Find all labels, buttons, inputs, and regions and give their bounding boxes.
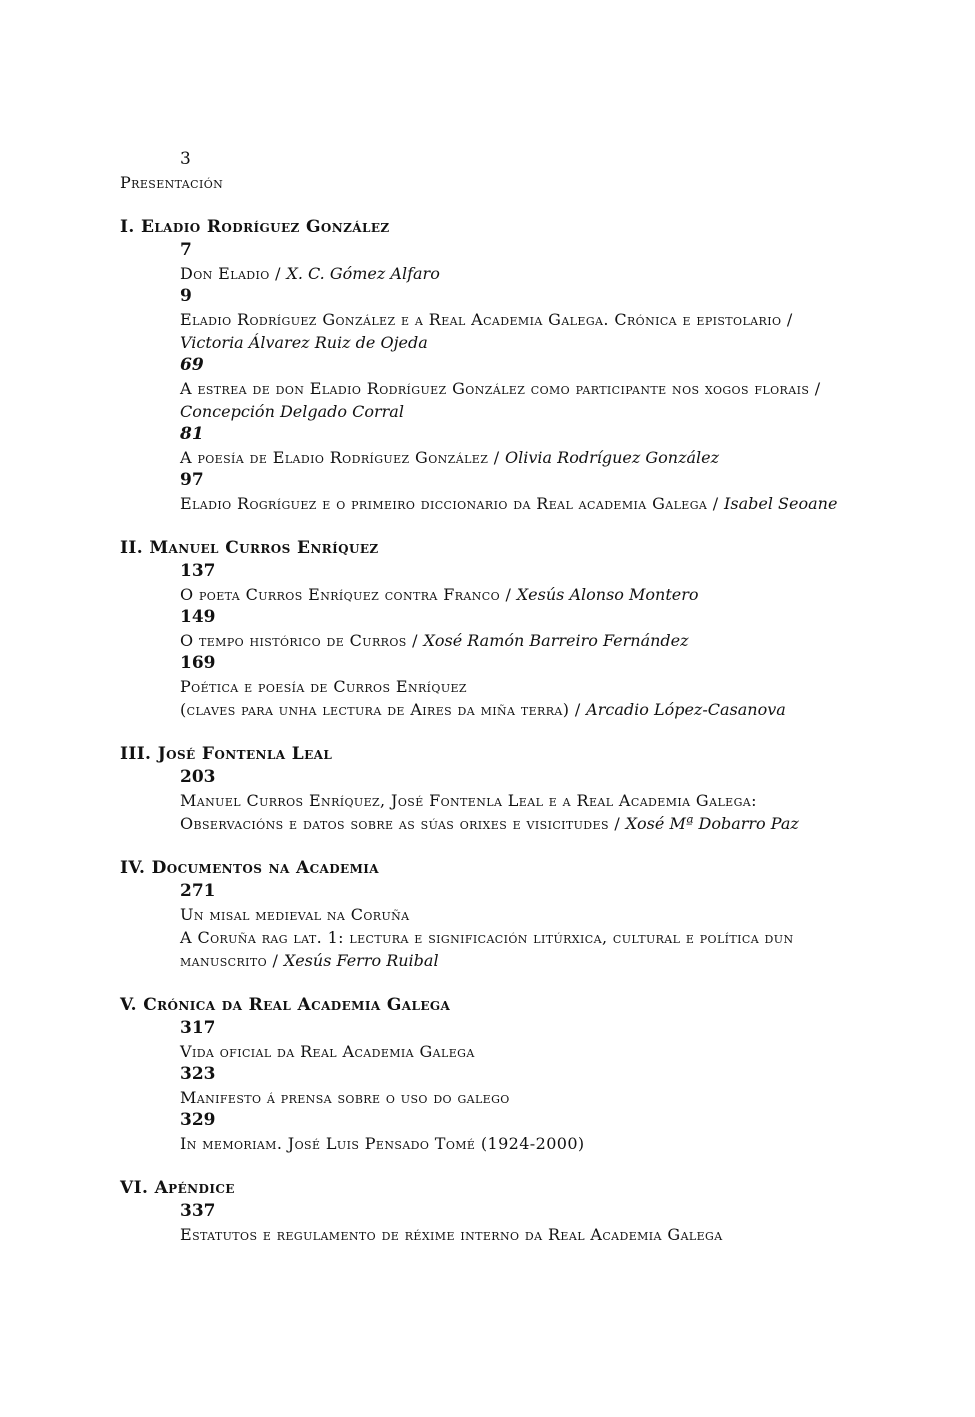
toc-section: [120, 994, 975, 1155]
intro-page-number: 3: [180, 149, 191, 169]
toc-entry[interactable]: [180, 789, 850, 835]
entry-page-number: 69: [180, 355, 204, 375]
toc-entry[interactable]: [180, 1132, 850, 1155]
author-separator: /: [267, 951, 284, 970]
entry-title: O tempo histórico de Curros: [180, 631, 407, 650]
entry-page-number: 7: [180, 240, 192, 260]
entry-title: Poética e poesía de Curros Enríquez: [180, 677, 467, 696]
entry-author: Arcadio López-Casanova: [586, 700, 786, 719]
toc-entry[interactable]: [180, 675, 850, 721]
entry-author: Concepción Delgado Corral: [180, 402, 404, 421]
entry-page-number: 317: [180, 1018, 216, 1038]
section-title: VI. Apéndice: [120, 1178, 235, 1198]
section-title: I. Eladio Rodríguez González: [120, 217, 390, 237]
section-title: III. José Fontenla Leal: [120, 744, 333, 764]
toc-entry[interactable]: [180, 903, 850, 972]
entry-title: Vida oficial da Real Academia Galega: [180, 1042, 475, 1061]
entry-author: Victoria Álvarez Ruiz de Ojeda: [180, 333, 428, 352]
author-separator: /: [781, 310, 793, 329]
toc-section: [120, 743, 975, 835]
entry-subtitle: (claves para unha lectura de Aires da miña terra): [180, 700, 570, 719]
section-title: II. Manuel Curros Enríquez: [120, 538, 379, 558]
author-separator: /: [569, 700, 587, 719]
toc-section: [120, 857, 975, 972]
toc-entry[interactable]: [180, 446, 850, 469]
author-separator: /: [500, 585, 517, 604]
entry-title: In memoriam. José Luis Pensado Tomé (1924-2000): [180, 1134, 585, 1153]
entry-title: Un misal medieval na Coruña: [180, 905, 410, 924]
entry-author: Xosé Ramón Barreiro Fernández: [423, 631, 689, 650]
toc-entry[interactable]: [180, 1086, 850, 1109]
toc-section: [120, 1177, 975, 1246]
entry-title: Manuel Curros Enríquez, José Fontenla Leal e a Real Academia Galega:: [180, 791, 757, 810]
toc-entry[interactable]: [180, 377, 850, 423]
entry-page-number: 323: [180, 1064, 216, 1084]
toc-entry[interactable]: [180, 583, 850, 606]
entry-page-number: 329: [180, 1110, 216, 1130]
toc-section: [120, 216, 975, 515]
entry-title: Eladio Rodríguez González e a Real Academia Galega. Crónica e epistolario: [180, 310, 782, 329]
toc-section: [120, 537, 975, 721]
section-title: V. Crónica da Real Academia Galega: [120, 995, 451, 1015]
sections-list: [0, 216, 975, 1246]
section-title: IV. Documentos na Academia: [120, 858, 379, 878]
entry-title: A estrea de don Eladio Rodríguez González como participante nos xogos florais: [180, 379, 810, 398]
entry-author: Olivia Rodríguez González: [505, 448, 720, 467]
entry-subtitle: A Coruña rag lat. 1: lectura e significación litúrxica, cultural e política dun manuscrito: [180, 928, 794, 970]
entry-page-number: 203: [180, 767, 216, 787]
author-separator: /: [809, 379, 821, 398]
entry-title: Estatutos e regulamento de réxime interno da Real Academia Galega: [180, 1225, 723, 1244]
intro-title: Presentación: [120, 173, 224, 192]
entry-author: Xesús Alonso Montero: [516, 585, 699, 604]
author-separator: /: [406, 631, 424, 650]
entry-page-number: 337: [180, 1201, 216, 1221]
author-separator: /: [608, 814, 626, 833]
author-separator: /: [707, 494, 725, 513]
entry-title: Manifesto á prensa sobre o uso do galego: [180, 1088, 510, 1107]
toc-entry[interactable]: [180, 308, 850, 354]
entry-page-number: 271: [180, 881, 216, 901]
author-separator: /: [269, 264, 287, 283]
entry-page-number: 169: [180, 653, 216, 673]
entry-page-number: 9: [180, 286, 192, 306]
entry-author: Isabel Seoane: [724, 494, 838, 513]
entry-subtitle: Observacións e datos sobre as súas orixes e visicitudes: [180, 814, 609, 833]
entry-page-number: 137: [180, 561, 216, 581]
toc-entry[interactable]: [180, 629, 850, 652]
entry-title: A poesía de Eladio Rodríguez González: [180, 448, 489, 467]
entry-page-number: 149: [180, 607, 216, 627]
author-separator: /: [488, 448, 506, 467]
entry-title: Eladio Rogríguez e o primeiro diccionario da Real academia Galega: [180, 494, 708, 513]
toc-entry[interactable]: [180, 262, 850, 285]
entry-author: X. C. Gómez Alfaro: [286, 264, 440, 283]
toc-entry[interactable]: [180, 1223, 850, 1246]
entry-title: Don Eladio: [180, 264, 270, 283]
entry-title: O poeta Curros Enríquez contra Franco: [180, 585, 501, 604]
entry-page-number: 81: [180, 424, 204, 444]
entry-author: Xosé Mª Dobarro Paz: [625, 814, 799, 833]
entry-page-number: 97: [180, 470, 204, 490]
toc-entry[interactable]: [180, 1040, 850, 1063]
entry-author: Xesús Ferro Ruibal: [283, 951, 439, 970]
toc-entry[interactable]: [180, 492, 850, 515]
